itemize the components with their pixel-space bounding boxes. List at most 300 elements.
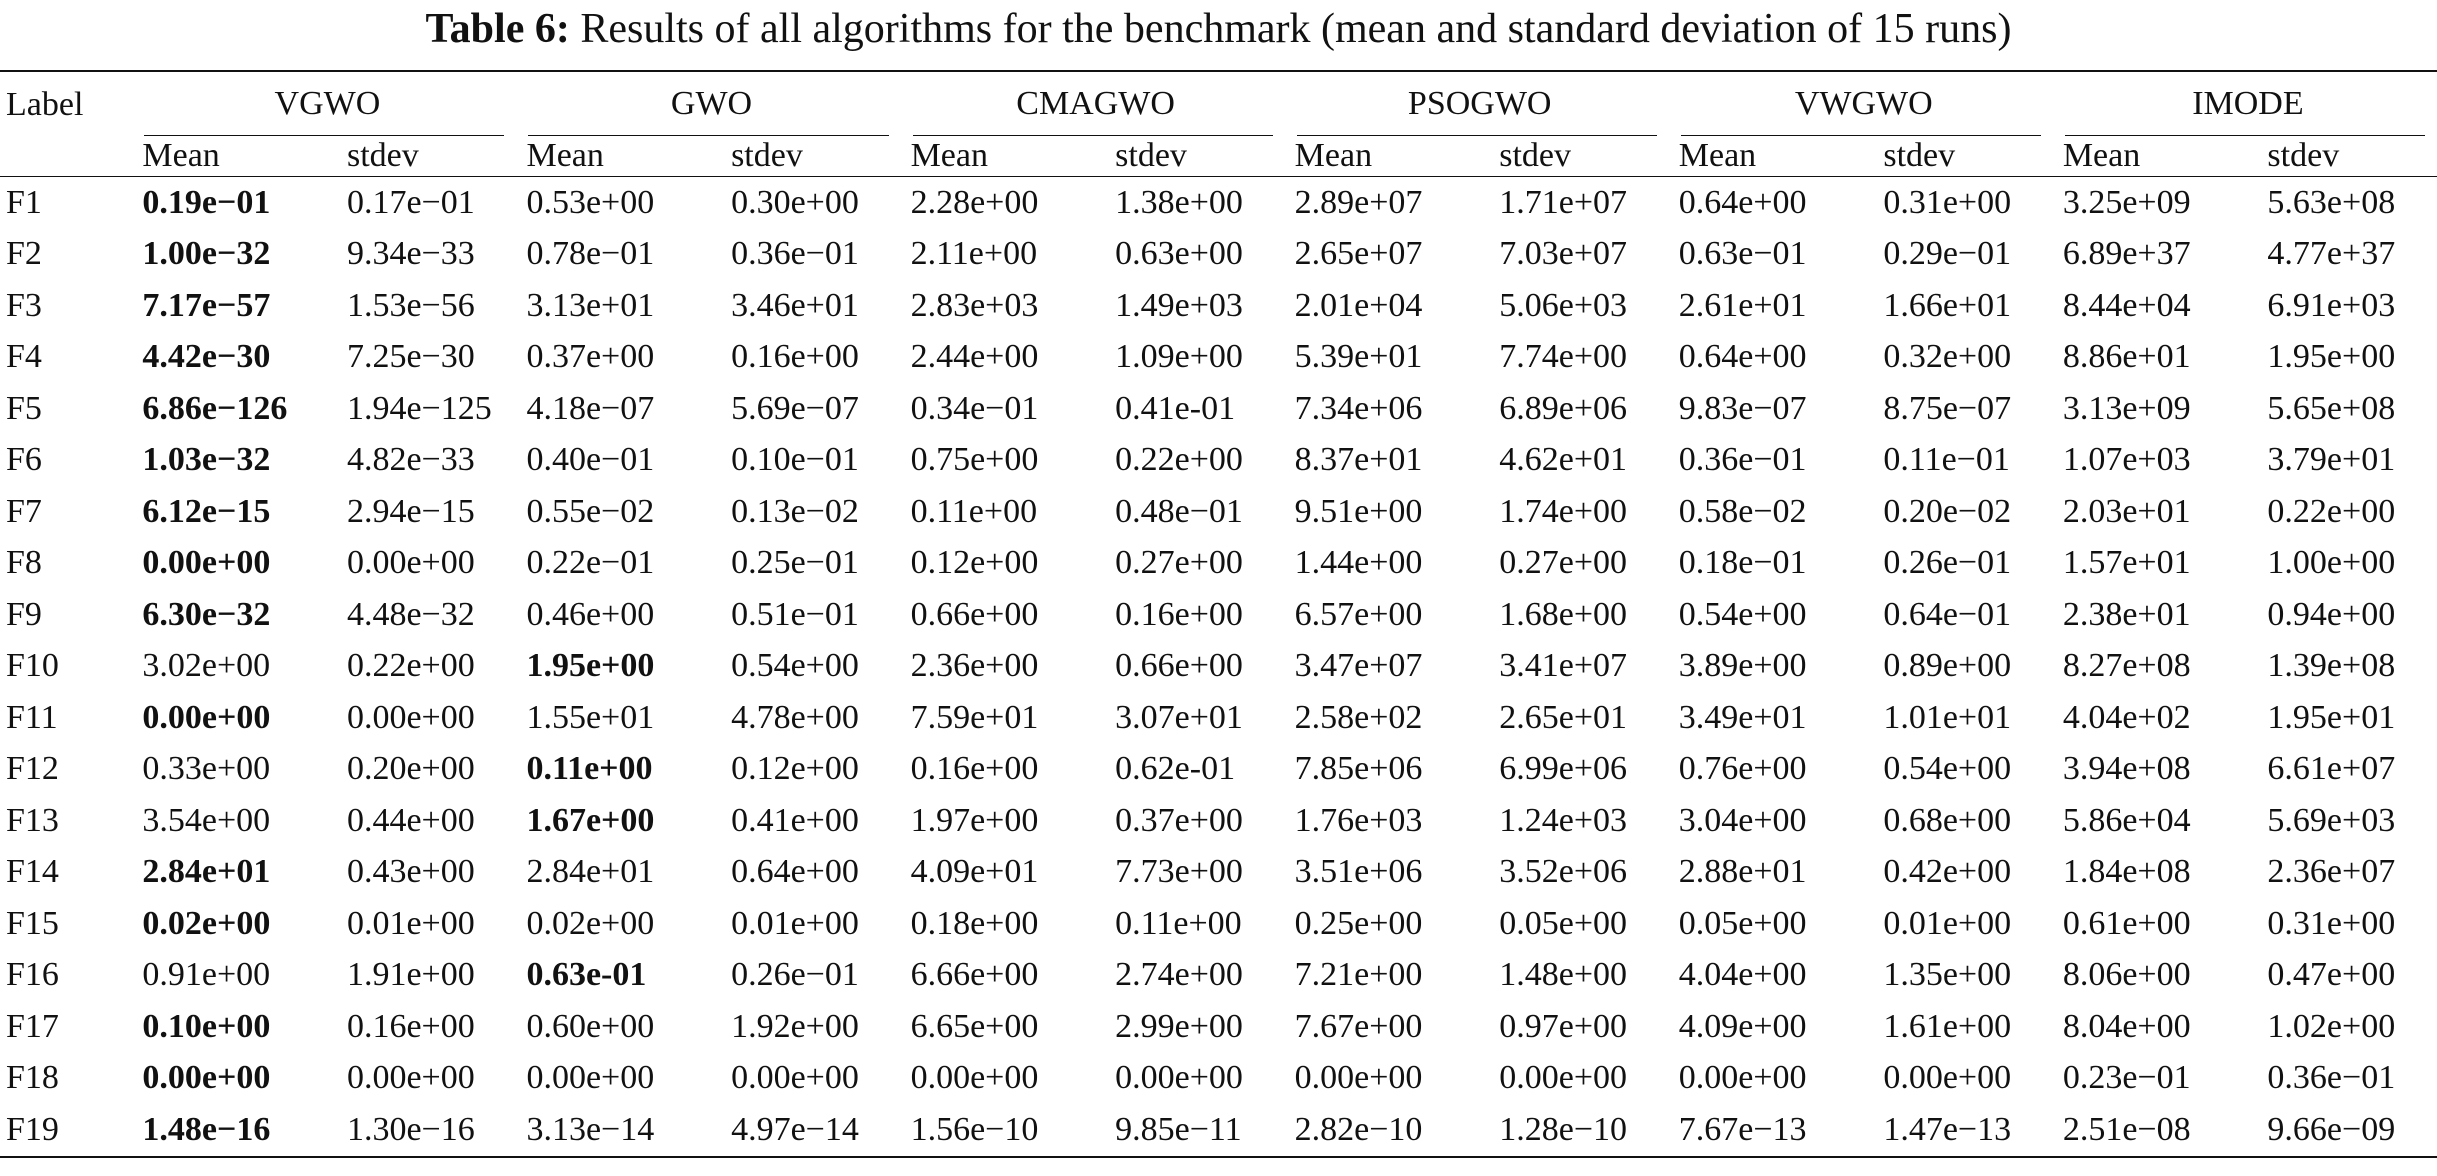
algorithm-header-underline — [528, 135, 888, 136]
mean-cell-gwo: 0.02e+00 — [526, 904, 655, 942]
row-label: F9 — [6, 595, 42, 633]
mean-cell-psogwo: 7.21e+00 — [1294, 956, 1423, 994]
algorithm-header-cmagwo — [901, 71, 1285, 136]
mean-cell-gwo: 0.78e−01 — [526, 235, 655, 273]
mean-cell-gwo: 1.95e+00 — [526, 647, 655, 685]
stdev-cell-gwo: 0.30e+00 — [725, 177, 901, 229]
mean-cell-psogwo: 5.39e+01 — [1294, 338, 1423, 376]
mean-cell-psogwo: 7.85e+06 — [1294, 750, 1423, 788]
mean-cell-psogwo: 3.47e+07 — [1294, 647, 1423, 685]
stdev-cell-vwgwo: 0.54e+00 — [1883, 750, 2012, 788]
algorithm-header-underline — [1297, 135, 1657, 136]
stdev-cell-gwo: 0.54e+00 — [731, 647, 859, 685]
stdev-cell-psogwo: 1.28e−10 — [1493, 1104, 1669, 1157]
mean-cell-cmagwo: 0.00e+00 — [910, 1059, 1039, 1097]
row-label: F13 — [6, 801, 59, 839]
mean-cell-imode: 8.04e+00 — [2062, 1007, 2191, 1045]
mean-cell-cmagwo: 0.66e+00 — [910, 595, 1039, 633]
mean-cell-psogwo: 2.01e+04 — [1294, 286, 1423, 324]
stdev-cell-cmagwo: 9.85e−11 — [1109, 1104, 1285, 1157]
mean-cell-imode: 0.61e+00 — [2062, 904, 2191, 942]
row-label: F1 — [0, 177, 132, 229]
stdev-cell-imode: 5.63e+08 — [2261, 177, 2437, 229]
stdev-cell-vgwo: 0.00e+00 — [346, 544, 475, 582]
stdev-cell-gwo: 3.46e+01 — [731, 286, 859, 324]
mean-cell-gwo: 0.63e-01 — [526, 956, 647, 994]
stdev-cell-vgwo: 1.53e−56 — [346, 286, 475, 324]
stdev-cell-cmagwo: 0.22e+00 — [1115, 441, 1243, 479]
stdev-cell-imode: 1.02e+00 — [2267, 1007, 2396, 1045]
mean-cell-gwo: 0.22e−01 — [526, 544, 655, 582]
stdev-cell-vwgwo: 0.68e+00 — [1883, 801, 2012, 839]
stdev-header-vwgwo: stdev — [1883, 137, 1956, 174]
stdev-cell-gwo: 0.25e−01 — [731, 544, 859, 582]
stdev-cell-imode: 2.36e+07 — [2267, 853, 2396, 891]
row-label: F7 — [6, 492, 42, 530]
mean-cell-imode: 1.57e+01 — [2062, 544, 2191, 582]
mean-cell-cmagwo: 4.09e+01 — [910, 853, 1039, 891]
algorithm-header-underline — [913, 135, 1273, 136]
mean-cell-vwgwo: 0.18e−01 — [1678, 544, 1807, 582]
row-label: F4 — [6, 338, 42, 376]
stdev-cell-cmagwo: 0.48e−01 — [1115, 492, 1243, 530]
mean-cell-vwgwo: 3.89e+00 — [1678, 647, 1807, 685]
mean-cell-vwgwo: 7.67e−13 — [1669, 1104, 1878, 1157]
mean-cell-psogwo: 3.51e+06 — [1294, 853, 1423, 891]
mean-cell-imode: 3.13e+09 — [2062, 389, 2191, 427]
stdev-cell-imode: 0.36e−01 — [2267, 1059, 2396, 1097]
stdev-cell-psogwo: 6.89e+06 — [1499, 389, 1628, 427]
mean-header-imode: Mean — [2062, 137, 2141, 174]
table-body — [0, 177, 2437, 1157]
label-column-header: Label — [0, 71, 132, 177]
stdev-cell-vwgwo: 0.89e+00 — [1883, 647, 2012, 685]
stdev-cell-imode: 5.65e+08 — [2267, 389, 2396, 427]
table-row-f6 — [0, 435, 2437, 487]
stdev-cell-vgwo: 0.20e+00 — [346, 750, 475, 788]
mean-cell-imode: 3.94e+08 — [2062, 750, 2191, 788]
stdev-cell-vgwo: 0.16e+00 — [346, 1007, 475, 1045]
table-row-f8 — [0, 538, 2437, 590]
mean-cell-cmagwo: 6.66e+00 — [910, 956, 1039, 994]
mean-cell-imode: 8.06e+00 — [2062, 956, 2191, 994]
stdev-cell-cmagwo: 0.41e-01 — [1115, 389, 1236, 427]
stdev-cell-gwo: 0.01e+00 — [731, 904, 859, 942]
table-row-f14 — [0, 847, 2437, 899]
mean-cell-cmagwo: 6.65e+00 — [910, 1007, 1039, 1045]
mean-header-cmagwo: Mean — [910, 137, 988, 174]
row-label: F16 — [6, 956, 59, 994]
stdev-cell-vwgwo: 1.47e−13 — [1877, 1104, 2052, 1157]
mean-cell-cmagwo: 2.83e+03 — [910, 286, 1039, 324]
mean-cell-vwgwo: 0.36e−01 — [1678, 441, 1807, 479]
algorithm-header-vgwo — [132, 71, 516, 136]
stdev-cell-vgwo: 0.00e+00 — [346, 1059, 475, 1097]
mean-cell-vwgwo: 2.88e+01 — [1678, 853, 1807, 891]
stdev-cell-imode: 4.77e+37 — [2267, 235, 2396, 273]
mean-cell-cmagwo: 2.36e+00 — [910, 647, 1039, 685]
stdev-cell-gwo: 0.41e+00 — [731, 801, 859, 839]
stdev-cell-imode: 6.91e+03 — [2267, 286, 2396, 324]
stdev-cell-imode: 1.95e+00 — [2267, 338, 2396, 376]
stdev-cell-imode: 0.47e+00 — [2267, 956, 2396, 994]
row-label: F17 — [6, 1007, 59, 1045]
stdev-cell-cmagwo: 7.73e+00 — [1115, 853, 1243, 891]
stdev-cell-vwgwo: 0.29e−01 — [1883, 235, 2012, 273]
stdev-cell-vgwo: 4.48e−32 — [346, 595, 475, 633]
stdev-cell-cmagwo: 0.66e+00 — [1115, 647, 1243, 685]
mean-cell-vgwo: 6.12e−15 — [142, 492, 271, 530]
mean-cell-gwo: 3.13e+01 — [526, 286, 655, 324]
algorithm-header-label: VGWO — [274, 85, 381, 122]
stdev-cell-gwo: 5.69e−07 — [731, 389, 859, 427]
stdev-cell-vwgwo: 0.64e−01 — [1883, 595, 2012, 633]
stdev-header-cmagwo: stdev — [1115, 137, 1187, 174]
mean-cell-cmagwo: 0.11e+00 — [910, 492, 1038, 530]
mean-cell-cmagwo: 2.28e+00 — [901, 177, 1110, 229]
stdev-cell-psogwo: 4.62e+01 — [1499, 441, 1628, 479]
stdev-cell-gwo: 0.64e+00 — [731, 853, 859, 891]
table-row-f7 — [0, 486, 2437, 538]
stdev-cell-imode: 1.39e+08 — [2267, 647, 2396, 685]
stdev-cell-vwgwo: 0.01e+00 — [1883, 904, 2012, 942]
table-row-f13 — [0, 795, 2437, 847]
stdev-header-gwo: stdev — [731, 137, 803, 174]
mean-cell-vgwo: 0.10e+00 — [142, 1007, 271, 1045]
mean-cell-psogwo: 2.89e+07 — [1285, 177, 1494, 229]
algorithm-header-gwo — [516, 71, 900, 136]
mean-cell-vgwo: 1.03e−32 — [142, 441, 271, 479]
stdev-cell-cmagwo: 0.62e-01 — [1115, 750, 1236, 788]
stdev-cell-imode: 5.69e+03 — [2267, 801, 2396, 839]
mean-cell-gwo: 2.84e+01 — [526, 853, 655, 891]
mean-cell-vgwo: 0.00e+00 — [142, 698, 271, 736]
stdev-cell-cmagwo: 0.16e+00 — [1115, 595, 1243, 633]
stdev-cell-vgwo: 7.25e−30 — [346, 338, 475, 376]
mean-cell-imode: 0.23e−01 — [2062, 1059, 2191, 1097]
stdev-cell-vwgwo: 0.20e−02 — [1883, 492, 2012, 530]
stdev-cell-cmagwo: 0.11e+00 — [1115, 904, 1242, 942]
mean-cell-psogwo: 8.37e+01 — [1294, 441, 1423, 479]
mean-cell-vgwo: 0.02e+00 — [142, 904, 271, 942]
mean-cell-gwo: 0.53e+00 — [516, 177, 725, 229]
stdev-cell-gwo: 4.78e+00 — [731, 698, 859, 736]
row-label: F8 — [6, 544, 42, 582]
mean-cell-gwo: 0.40e−01 — [526, 441, 655, 479]
algorithm-header-label: VWGWO — [1794, 85, 1933, 122]
mean-cell-cmagwo: 0.18e+00 — [910, 904, 1039, 942]
row-label: F10 — [6, 647, 59, 685]
stdev-cell-vwgwo: 0.31e+00 — [1877, 177, 2052, 229]
mean-cell-psogwo: 2.65e+07 — [1294, 235, 1423, 273]
results-table — [0, 70, 2437, 1158]
mean-cell-gwo: 1.55e+01 — [526, 698, 655, 736]
stdev-cell-vgwo: 9.34e−33 — [346, 235, 475, 273]
table-row-f11 — [0, 692, 2437, 744]
row-label: F19 — [0, 1104, 132, 1157]
row-label: F18 — [6, 1059, 59, 1097]
mean-cell-imode: 2.38e+01 — [2062, 595, 2191, 633]
table-caption-text: Results of all algorithms for the benchmark (mean and standard deviation of 15 runs) — [580, 6, 2012, 52]
row-label: F5 — [6, 389, 42, 427]
mean-cell-vgwo: 1.48e−16 — [132, 1104, 341, 1157]
stdev-header-imode: stdev — [2267, 137, 2340, 174]
row-label: F11 — [6, 698, 58, 736]
mean-header-vgwo: Mean — [142, 137, 220, 174]
table-row-f12 — [0, 744, 2437, 796]
mean-cell-psogwo: 2.82e−10 — [1285, 1104, 1494, 1157]
mean-cell-vgwo: 7.17e−57 — [142, 286, 271, 324]
stdev-cell-gwo: 0.00e+00 — [731, 1059, 859, 1097]
mean-cell-gwo: 1.67e+00 — [526, 801, 655, 839]
header-row-statistics — [0, 136, 2437, 177]
stdev-cell-vgwo: 0.22e+00 — [346, 647, 475, 685]
stdev-cell-cmagwo: 1.49e+03 — [1115, 286, 1243, 324]
row-label: F15 — [6, 904, 59, 942]
algorithm-header-underline — [2065, 135, 2425, 136]
stdev-cell-vwgwo: 1.66e+01 — [1883, 286, 2012, 324]
mean-cell-vwgwo: 0.00e+00 — [1678, 1059, 1807, 1097]
row-label: F2 — [6, 235, 42, 273]
algorithm-header-label: PSOGWO — [1407, 85, 1552, 122]
stdev-cell-psogwo: 5.06e+03 — [1499, 286, 1628, 324]
mean-cell-psogwo: 9.51e+00 — [1294, 492, 1423, 530]
stdev-cell-imode: 3.79e+01 — [2267, 441, 2396, 479]
mean-cell-imode: 8.86e+01 — [2062, 338, 2191, 376]
table-row-f5 — [0, 383, 2437, 435]
mean-cell-gwo: 0.55e−02 — [526, 492, 655, 530]
stdev-cell-vwgwo: 1.61e+00 — [1883, 1007, 2012, 1045]
mean-cell-imode: 1.84e+08 — [2062, 853, 2191, 891]
table-row-f9 — [0, 589, 2437, 641]
mean-cell-vgwo: 1.00e−32 — [142, 235, 271, 273]
stdev-cell-vgwo: 0.01e+00 — [346, 904, 475, 942]
mean-cell-vwgwo: 0.63e−01 — [1678, 235, 1807, 273]
mean-cell-vwgwo: 0.05e+00 — [1678, 904, 1807, 942]
mean-cell-cmagwo: 1.97e+00 — [910, 801, 1039, 839]
stdev-cell-imode: 1.00e+00 — [2267, 544, 2396, 582]
stdev-cell-cmagwo: 0.27e+00 — [1115, 544, 1243, 582]
mean-cell-vgwo: 0.91e+00 — [142, 956, 271, 994]
mean-cell-imode: 4.04e+02 — [2062, 698, 2191, 736]
table-row-f2 — [0, 229, 2437, 281]
stdev-header-psogwo: stdev — [1499, 137, 1572, 174]
stdev-cell-cmagwo: 0.63e+00 — [1115, 235, 1243, 273]
mean-cell-vwgwo: 4.04e+00 — [1678, 956, 1807, 994]
mean-cell-psogwo: 6.57e+00 — [1294, 595, 1423, 633]
stdev-cell-vwgwo: 0.26e−01 — [1883, 544, 2012, 582]
mean-cell-imode: 3.25e+09 — [2053, 177, 2262, 229]
mean-cell-vgwo: 6.86e−126 — [142, 389, 288, 427]
mean-cell-cmagwo: 1.56e−10 — [901, 1104, 1110, 1157]
stdev-cell-gwo: 4.97e−14 — [725, 1104, 901, 1157]
table-row-f1 — [0, 177, 2437, 229]
algorithm-header-underline — [1681, 135, 2041, 136]
stdev-cell-psogwo: 1.74e+00 — [1499, 492, 1628, 530]
stdev-cell-gwo: 0.26e−01 — [731, 956, 859, 994]
mean-cell-cmagwo: 2.44e+00 — [910, 338, 1039, 376]
mean-cell-imode: 5.86e+04 — [2062, 801, 2191, 839]
mean-cell-vwgwo: 9.83e−07 — [1678, 389, 1807, 427]
algorithm-header-vwgwo — [1669, 71, 2053, 136]
stdev-cell-vwgwo: 1.01e+01 — [1883, 698, 2012, 736]
algorithm-header-imode — [2053, 71, 2437, 136]
mean-header-gwo: Mean — [526, 137, 604, 174]
stdev-cell-vgwo: 0.43e+00 — [346, 853, 475, 891]
stdev-cell-imode: 0.31e+00 — [2267, 904, 2396, 942]
stdev-cell-psogwo: 0.97e+00 — [1499, 1007, 1628, 1045]
mean-cell-psogwo: 7.34e+06 — [1294, 389, 1423, 427]
mean-cell-psogwo: 0.00e+00 — [1294, 1059, 1423, 1097]
stdev-cell-psogwo: 3.52e+06 — [1499, 853, 1628, 891]
stdev-cell-vgwo: 1.94e−125 — [346, 389, 492, 427]
row-label: F6 — [6, 441, 42, 479]
stdev-cell-vwgwo: 0.42e+00 — [1883, 853, 2012, 891]
mean-cell-imode: 6.89e+37 — [2062, 235, 2191, 273]
stdev-cell-cmagwo: 2.74e+00 — [1115, 956, 1243, 994]
mean-cell-vgwo: 0.33e+00 — [142, 750, 271, 788]
stdev-cell-vwgwo: 0.00e+00 — [1883, 1059, 2012, 1097]
mean-cell-cmagwo: 2.11e+00 — [910, 235, 1038, 273]
stdev-cell-vwgwo: 0.11e−01 — [1883, 441, 2010, 479]
stdev-cell-cmagwo: 1.38e+00 — [1109, 177, 1285, 229]
mean-cell-vwgwo: 0.64e+00 — [1678, 338, 1807, 376]
table-row-f18 — [0, 1053, 2437, 1105]
mean-cell-psogwo: 2.58e+02 — [1294, 698, 1423, 736]
mean-header-vwgwo: Mean — [1678, 137, 1757, 174]
table-row-f15 — [0, 898, 2437, 950]
algorithm-header-psogwo — [1285, 71, 1669, 136]
mean-cell-vwgwo: 0.58e−02 — [1678, 492, 1807, 530]
mean-cell-imode: 2.03e+01 — [2062, 492, 2191, 530]
header-row-algorithms — [0, 71, 2437, 136]
mean-cell-vgwo: 2.84e+01 — [142, 853, 271, 891]
mean-cell-cmagwo: 0.12e+00 — [910, 544, 1039, 582]
stdev-cell-psogwo: 0.05e+00 — [1499, 904, 1628, 942]
mean-cell-gwo: 0.46e+00 — [526, 595, 655, 633]
mean-cell-vwgwo: 0.54e+00 — [1678, 595, 1807, 633]
stdev-cell-psogwo: 7.03e+07 — [1499, 235, 1628, 273]
mean-cell-gwo: 4.18e−07 — [526, 389, 655, 427]
mean-cell-imode: 2.51e−08 — [2053, 1104, 2262, 1157]
mean-cell-cmagwo: 7.59e+01 — [910, 698, 1039, 736]
mean-cell-vgwo: 0.00e+00 — [142, 1059, 271, 1097]
stdev-cell-psogwo: 3.41e+07 — [1499, 647, 1628, 685]
mean-cell-psogwo: 7.67e+00 — [1294, 1007, 1423, 1045]
mean-cell-gwo: 0.00e+00 — [526, 1059, 655, 1097]
mean-cell-psogwo: 1.76e+03 — [1294, 801, 1423, 839]
stdev-cell-vgwo: 0.44e+00 — [346, 801, 475, 839]
mean-cell-vwgwo: 3.04e+00 — [1678, 801, 1807, 839]
stdev-cell-psogwo: 1.24e+03 — [1499, 801, 1628, 839]
table-row-f17 — [0, 1001, 2437, 1053]
stdev-cell-vgwo: 4.82e−33 — [346, 441, 475, 479]
algorithm-header-label: GWO — [670, 85, 753, 122]
stdev-cell-vgwo: 1.91e+00 — [346, 956, 475, 994]
stdev-cell-psogwo: 0.00e+00 — [1499, 1059, 1628, 1097]
mean-cell-vgwo: 3.02e+00 — [142, 647, 271, 685]
stdev-cell-cmagwo: 0.00e+00 — [1115, 1059, 1243, 1097]
algorithm-header-label: IMODE — [2192, 85, 2304, 122]
row-label: F3 — [6, 286, 42, 324]
table-row-f19 — [0, 1104, 2437, 1157]
stdev-cell-vgwo: 0.00e+00 — [346, 698, 475, 736]
mean-cell-vgwo: 4.42e−30 — [142, 338, 271, 376]
mean-cell-vwgwo: 0.64e+00 — [1669, 177, 1878, 229]
stdev-cell-cmagwo: 3.07e+01 — [1115, 698, 1243, 736]
stdev-cell-vgwo: 1.30e−16 — [341, 1104, 517, 1157]
table-caption — [0, 0, 2437, 68]
stdev-cell-psogwo: 1.48e+00 — [1499, 956, 1628, 994]
stdev-cell-gwo: 0.16e+00 — [731, 338, 859, 376]
mean-cell-vwgwo: 2.61e+01 — [1678, 286, 1807, 324]
table-row-f16 — [0, 950, 2437, 1002]
stdev-cell-imode: 9.66e−09 — [2261, 1104, 2437, 1157]
stdev-cell-cmagwo: 0.37e+00 — [1115, 801, 1243, 839]
stdev-cell-gwo: 0.51e−01 — [731, 595, 859, 633]
stdev-cell-gwo: 0.12e+00 — [731, 750, 859, 788]
algorithm-header-label: CMAGWO — [1016, 85, 1175, 122]
stdev-cell-gwo: 0.10e−01 — [731, 441, 859, 479]
mean-cell-gwo: 3.13e−14 — [516, 1104, 725, 1157]
stdev-cell-vwgwo: 8.75e−07 — [1883, 389, 2012, 427]
stdev-cell-cmagwo: 2.99e+00 — [1115, 1007, 1243, 1045]
mean-cell-cmagwo: 0.16e+00 — [910, 750, 1039, 788]
mean-cell-gwo: 0.60e+00 — [526, 1007, 655, 1045]
mean-cell-psogwo: 1.44e+00 — [1294, 544, 1423, 582]
mean-cell-vgwo: 3.54e+00 — [142, 801, 271, 839]
mean-cell-vgwo: 0.19e−01 — [132, 177, 341, 229]
mean-cell-vwgwo: 3.49e+01 — [1678, 698, 1807, 736]
table-row-f4 — [0, 332, 2437, 384]
mean-header-psogwo: Mean — [1294, 137, 1373, 174]
stdev-cell-cmagwo: 1.09e+00 — [1115, 338, 1243, 376]
stdev-cell-psogwo: 7.74e+00 — [1499, 338, 1628, 376]
stdev-cell-psogwo: 1.68e+00 — [1499, 595, 1628, 633]
mean-cell-vwgwo: 0.76e+00 — [1678, 750, 1807, 788]
stdev-cell-psogwo: 0.27e+00 — [1499, 544, 1628, 582]
mean-cell-vgwo: 0.00e+00 — [142, 544, 271, 582]
stdev-cell-imode: 0.94e+00 — [2267, 595, 2396, 633]
mean-cell-gwo: 0.11e+00 — [526, 750, 653, 788]
stdev-header-vgwo: stdev — [346, 137, 419, 174]
stdev-cell-psogwo: 6.99e+06 — [1499, 750, 1628, 788]
stdev-cell-imode: 6.61e+07 — [2267, 750, 2396, 788]
row-label: F12 — [6, 750, 59, 788]
mean-cell-imode: 8.27e+08 — [2062, 647, 2191, 685]
mean-cell-vwgwo: 4.09e+00 — [1678, 1007, 1807, 1045]
stdev-cell-psogwo: 1.71e+07 — [1493, 177, 1669, 229]
mean-cell-vgwo: 6.30e−32 — [142, 595, 271, 633]
row-label: F14 — [6, 853, 59, 891]
algorithm-header-underline — [144, 135, 504, 136]
stdev-cell-imode: 0.22e+00 — [2267, 492, 2396, 530]
table-row-f10 — [0, 641, 2437, 693]
table-caption-label: Table 6: — [425, 6, 570, 52]
mean-cell-cmagwo: 0.75e+00 — [910, 441, 1039, 479]
table-row-f3 — [0, 280, 2437, 332]
stdev-cell-gwo: 0.13e−02 — [731, 492, 859, 530]
stdev-cell-vgwo: 2.94e−15 — [346, 492, 475, 530]
stdev-cell-gwo: 0.36e−01 — [731, 235, 859, 273]
stdev-cell-gwo: 1.92e+00 — [731, 1007, 859, 1045]
stdev-cell-vgwo: 0.17e−01 — [341, 177, 517, 229]
stdev-cell-psogwo: 2.65e+01 — [1499, 698, 1628, 736]
stdev-cell-vwgwo: 1.35e+00 — [1883, 956, 2012, 994]
stdev-cell-imode: 1.95e+01 — [2267, 698, 2396, 736]
mean-cell-gwo: 0.37e+00 — [526, 338, 655, 376]
mean-cell-imode: 8.44e+04 — [2062, 286, 2191, 324]
